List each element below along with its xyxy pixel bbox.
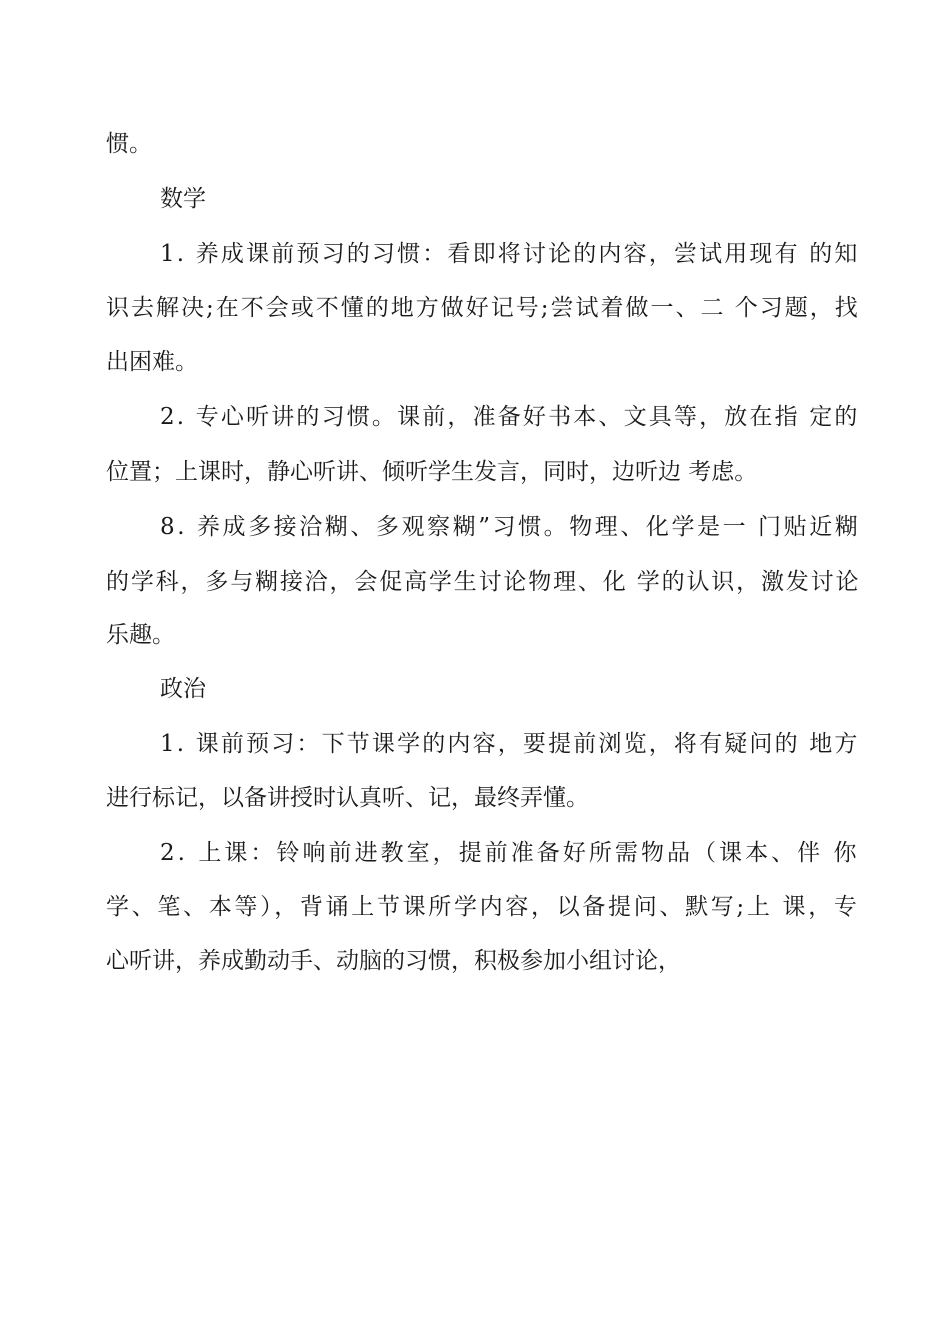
politics-item-2-line-3: 心听讲，养成勤动手、动脑的习惯，积极参加小组讨论，	[106, 948, 681, 974]
math-item-3-line-3: 乐趣。	[106, 622, 175, 648]
section-heading-math: 数学	[160, 186, 206, 212]
continuation-text: 惯。	[106, 131, 152, 157]
politics-item-2-line-2: 学、笔、本等），背诵上节课所学内容，以备提问、默写;上 课，专	[106, 894, 860, 920]
politics-item-1-line-1: 1. 课前预习：下节课学的内容，要提前浏览，将有疑问的 地方	[160, 731, 860, 757]
math-item-1-line-3: 出困难。	[106, 349, 198, 375]
politics-item-1-line-2: 进行标记，以备讲授时认真听、记，最终弄懂。	[106, 785, 589, 811]
math-item-3-line-2: 的学科，多与糊接洽，会促高学生讨论物理、化 学的认识，激发讨论	[106, 569, 861, 595]
math-item-2-line-2: 位置；上课时，静心听讲、倾听学生发言，同时，边听边 考虑。	[106, 459, 758, 485]
math-item-3-line-1: 8. 养成多接洽糊、多观察糊”习惯。物理、化学是一 门贴近糊	[160, 514, 861, 540]
math-item-1-line-2: 识去解决;在不会或不懂的地方做好记号;尝试着做一、二 个习题，找	[106, 295, 860, 321]
section-heading-politics: 政治	[160, 676, 206, 702]
politics-item-2-line-1: 2. 上课：铃响前进教室，提前准备好所需物品（课本、伴 你	[160, 840, 860, 866]
math-item-1-line-1: 1. 养成课前预习的习惯：看即将讨论的内容，尝试用现有 的知	[160, 241, 860, 267]
math-item-2-line-1: 2. 专心听讲的习惯。课前，准备好书本、文具等，放在指 定的	[160, 404, 860, 430]
